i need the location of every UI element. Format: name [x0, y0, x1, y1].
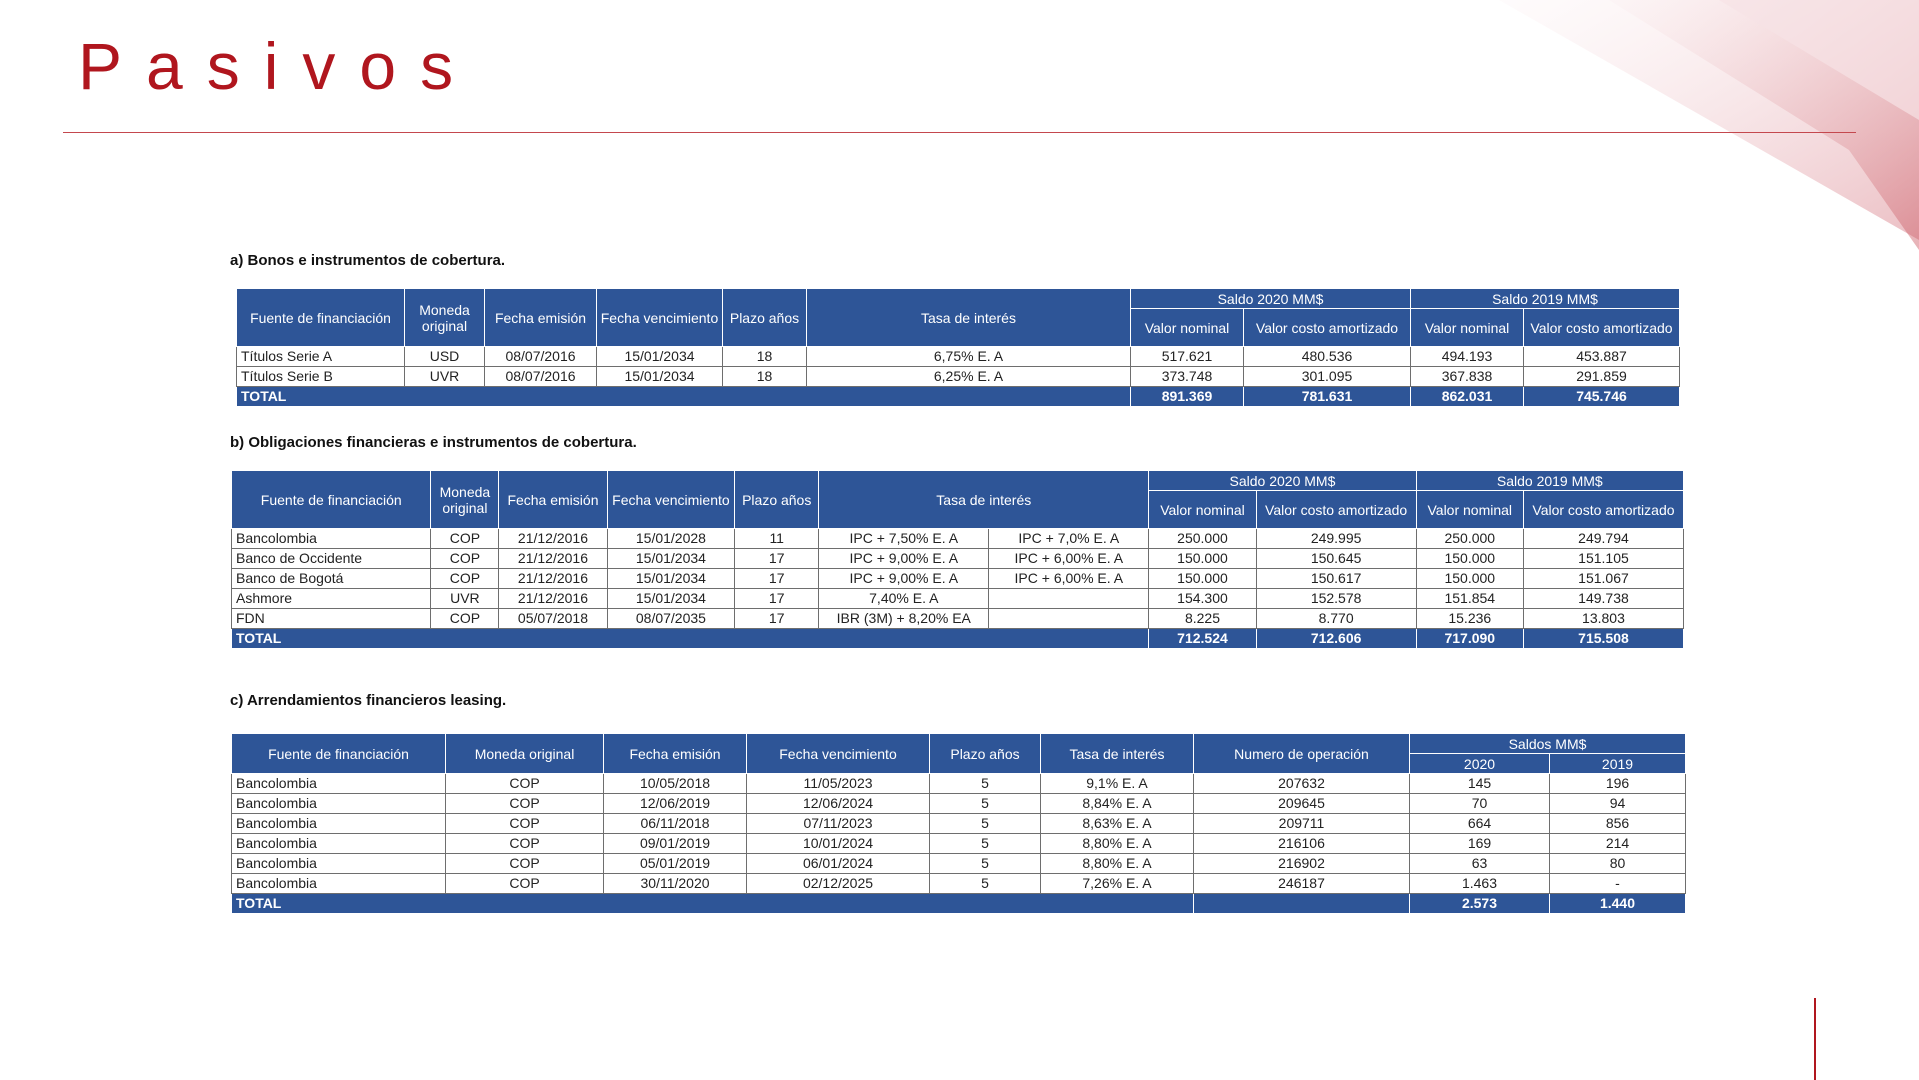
cell-vn-2019: 150.000 — [1416, 549, 1523, 569]
cell-vencimiento: 06/01/2024 — [747, 854, 930, 874]
cell-moneda: COP — [446, 774, 604, 794]
col-saldo-2020: Saldo 2020 MM$ — [1131, 289, 1411, 309]
table-row — [237, 367, 1680, 387]
cell-vc-2019: 249.794 — [1523, 529, 1683, 549]
cell-2019: 856 — [1550, 814, 1686, 834]
table-row — [232, 549, 1684, 569]
cell-numero: 209645 — [1194, 794, 1410, 814]
cell-fuente: Banco de Bogotá — [232, 569, 431, 589]
cell-fuente: Bancolombia — [232, 854, 446, 874]
total-label: TOTAL — [232, 629, 1149, 649]
col-fecha-emision: Fecha emisión — [604, 734, 747, 774]
cell-plazo: 5 — [930, 774, 1041, 794]
cell-fuente: Bancolombia — [232, 874, 446, 894]
cell-emision: 21/12/2016 — [499, 549, 607, 569]
cell-vn-2019: 494.193 — [1411, 347, 1524, 367]
col-valor-costo-2019: Valor costo amortizado — [1524, 309, 1680, 347]
col-fecha-vencimiento: Fecha vencimiento — [597, 289, 723, 347]
table-row — [232, 589, 1684, 609]
col-fuente: Fuente de financiación — [232, 471, 431, 529]
section-heading-leasing: c) Arrendamientos financieros leasing. — [230, 692, 507, 709]
cell-tasa-1: 7,40% E. A — [819, 589, 989, 609]
cell-emision: 05/01/2019 — [604, 854, 747, 874]
cell-2019: 80 — [1550, 854, 1686, 874]
table-row — [232, 874, 1686, 894]
total-vc-2020: 712.606 — [1256, 629, 1416, 649]
table-row — [232, 794, 1686, 814]
col-2020: 2020 — [1410, 754, 1550, 774]
cell-vc-2019: 151.105 — [1523, 549, 1683, 569]
cell-vencimiento: 10/01/2024 — [747, 834, 930, 854]
cell-vc-2019: 453.887 — [1524, 347, 1680, 367]
cell-2020: 63 — [1410, 854, 1550, 874]
cell-plazo: 17 — [735, 549, 819, 569]
cell-vn-2019: 367.838 — [1411, 367, 1524, 387]
cell-plazo: 5 — [930, 854, 1041, 874]
cell-plazo: 5 — [930, 874, 1041, 894]
cell-vn-2019: 151.854 — [1416, 589, 1523, 609]
cell-emision: 21/12/2016 — [499, 569, 607, 589]
cell-plazo: 5 — [930, 794, 1041, 814]
cell-emision: 05/07/2018 — [499, 609, 607, 629]
cell-numero: 207632 — [1194, 774, 1410, 794]
cell-emision: 21/12/2016 — [499, 589, 607, 609]
cell-moneda: UVR — [405, 367, 485, 387]
cell-2019: 94 — [1550, 794, 1686, 814]
cell-plazo: 5 — [930, 834, 1041, 854]
total-vc-2019: 715.508 — [1523, 629, 1683, 649]
cell-fuente: Bancolombia — [232, 794, 446, 814]
cell-moneda: COP — [431, 569, 499, 589]
total-2020: 2.573 — [1410, 894, 1550, 914]
col-tasa: Tasa de interés — [1041, 734, 1194, 774]
leasing-table — [231, 733, 1686, 914]
col-valor-costo-2019: Valor costo amortizado — [1523, 491, 1683, 529]
vertical-accent-line — [1814, 998, 1816, 1080]
col-plazo: Plazo años — [930, 734, 1041, 774]
col-valor-nominal-2019: Valor nominal — [1416, 491, 1523, 529]
cell-tasa-1: IBR (3M) + 8,20% EA — [819, 609, 989, 629]
col-valor-nominal-2020: Valor nominal — [1131, 309, 1244, 347]
cell-vn-2020: 373.748 — [1131, 367, 1244, 387]
cell-2020: 664 — [1410, 814, 1550, 834]
cell-vencimiento: 02/12/2025 — [747, 874, 930, 894]
table-row — [237, 347, 1680, 367]
cell-moneda: UVR — [431, 589, 499, 609]
cell-plazo: 18 — [723, 367, 807, 387]
table-row — [232, 834, 1686, 854]
col-2019: 2019 — [1550, 754, 1686, 774]
col-numero-operacion: Numero de operación — [1194, 734, 1410, 774]
cell-vc-2020: 152.578 — [1256, 589, 1416, 609]
table-row — [232, 569, 1684, 589]
cell-fuente: FDN — [232, 609, 431, 629]
cell-vencimiento: 07/11/2023 — [747, 814, 930, 834]
total-2019: 1.440 — [1550, 894, 1686, 914]
cell-vencimiento: 11/05/2023 — [747, 774, 930, 794]
total-label: TOTAL — [237, 387, 1131, 407]
cell-moneda: COP — [446, 854, 604, 874]
cell-vencimiento: 15/01/2034 — [607, 549, 735, 569]
cell-plazo: 17 — [735, 589, 819, 609]
total-row — [232, 629, 1684, 649]
cell-2020: 70 — [1410, 794, 1550, 814]
col-moneda: Moneda original — [446, 734, 604, 774]
cell-tasa: 8,80% E. A — [1041, 854, 1194, 874]
cell-tasa-2: IPC + 6,00% E. A — [989, 569, 1149, 589]
cell-numero: 216902 — [1194, 854, 1410, 874]
col-moneda: Moneda original — [431, 471, 499, 529]
cell-emision: 12/06/2019 — [604, 794, 747, 814]
cell-tasa: 8,84% E. A — [1041, 794, 1194, 814]
cell-emision: 21/12/2016 — [499, 529, 607, 549]
cell-fuente: Bancolombia — [232, 814, 446, 834]
cell-plazo: 11 — [735, 529, 819, 549]
obligaciones-table — [231, 470, 1684, 649]
cell-2020: 145 — [1410, 774, 1550, 794]
cell-moneda: COP — [446, 834, 604, 854]
table-row — [232, 814, 1686, 834]
total-vn-2019: 862.031 — [1411, 387, 1524, 407]
cell-emision: 09/01/2019 — [604, 834, 747, 854]
cell-vn-2019: 150.000 — [1416, 569, 1523, 589]
cell-fuente: Bancolombia — [232, 529, 431, 549]
cell-vc-2020: 8.770 — [1256, 609, 1416, 629]
col-moneda: Moneda original — [405, 289, 485, 347]
total-label: TOTAL — [232, 894, 1194, 914]
cell-vencimiento: 12/06/2024 — [747, 794, 930, 814]
cell-moneda: COP — [446, 874, 604, 894]
corner-decoration — [1459, 0, 1919, 260]
cell-emision: 30/11/2020 — [604, 874, 747, 894]
table-row — [232, 854, 1686, 874]
cell-vc-2019: 291.859 — [1524, 367, 1680, 387]
cell-2020: 1.463 — [1410, 874, 1550, 894]
cell-2019: - — [1550, 874, 1686, 894]
total-numero-empty — [1194, 894, 1410, 914]
col-saldo-2019: Saldo 2019 MM$ — [1411, 289, 1680, 309]
total-row — [237, 387, 1680, 407]
cell-fuente: Títulos Serie B — [237, 367, 405, 387]
total-vn-2019: 717.090 — [1416, 629, 1523, 649]
cell-vencimiento: 15/01/2028 — [607, 529, 735, 549]
col-fecha-emision: Fecha emisión — [485, 289, 597, 347]
cell-fuente: Ashmore — [232, 589, 431, 609]
table-row — [232, 609, 1684, 629]
cell-vencimiento: 15/01/2034 — [597, 367, 723, 387]
cell-tasa-1: IPC + 7,50% E. A — [819, 529, 989, 549]
cell-tasa-1: IPC + 9,00% E. A — [819, 569, 989, 589]
col-fuente: Fuente de financiación — [232, 734, 446, 774]
col-tasa: Tasa de interés — [807, 289, 1131, 347]
cell-tasa: 9,1% E. A — [1041, 774, 1194, 794]
col-fecha-vencimiento: Fecha vencimiento — [747, 734, 930, 774]
col-fecha-vencimiento: Fecha vencimiento — [607, 471, 735, 529]
cell-emision: 06/11/2018 — [604, 814, 747, 834]
cell-moneda: COP — [431, 609, 499, 629]
cell-vencimiento: 08/07/2035 — [607, 609, 735, 629]
section-heading-bonos: a) Bonos e instrumentos de cobertura. — [230, 252, 506, 269]
cell-vc-2019: 151.067 — [1523, 569, 1683, 589]
cell-2019: 214 — [1550, 834, 1686, 854]
cell-plazo: 18 — [723, 347, 807, 367]
cell-numero: 246187 — [1194, 874, 1410, 894]
cell-fuente: Bancolombia — [232, 834, 446, 854]
col-valor-nominal-2020: Valor nominal — [1149, 491, 1256, 529]
cell-tasa-2: IPC + 6,00% E. A — [989, 549, 1149, 569]
table-row — [232, 529, 1684, 549]
total-vn-2020: 891.369 — [1131, 387, 1244, 407]
total-row — [232, 894, 1686, 914]
cell-vn-2019: 15.236 — [1416, 609, 1523, 629]
cell-vencimiento: 15/01/2034 — [607, 589, 735, 609]
cell-moneda: COP — [431, 549, 499, 569]
total-vc-2019: 745.746 — [1524, 387, 1680, 407]
bonos-table — [236, 288, 1680, 407]
col-plazo: Plazo años — [735, 471, 819, 529]
cell-numero: 216106 — [1194, 834, 1410, 854]
cell-tasa: 6,75% E. A — [807, 347, 1131, 367]
cell-emision: 10/05/2018 — [604, 774, 747, 794]
cell-emision: 08/07/2016 — [485, 347, 597, 367]
section-heading-obligaciones: b) Obligaciones financieras e instrumentos de cobertura. — [230, 434, 637, 451]
cell-vn-2020: 517.621 — [1131, 347, 1244, 367]
col-saldo-2019: Saldo 2019 MM$ — [1416, 471, 1683, 491]
page-title: Pasivos — [78, 29, 478, 103]
cell-fuente: Títulos Serie A — [237, 347, 405, 367]
cell-vn-2020: 8.225 — [1149, 609, 1256, 629]
cell-plazo: 5 — [930, 814, 1041, 834]
cell-tasa: 8,63% E. A — [1041, 814, 1194, 834]
col-valor-nominal-2019: Valor nominal — [1411, 309, 1524, 347]
cell-fuente: Banco de Occidente — [232, 549, 431, 569]
col-plazo: Plazo años — [723, 289, 807, 347]
cell-vn-2020: 250.000 — [1149, 529, 1256, 549]
cell-tasa: 6,25% E. A — [807, 367, 1131, 387]
title-divider — [63, 132, 1856, 133]
cell-moneda: COP — [431, 529, 499, 549]
col-tasa: Tasa de interés — [819, 471, 1149, 529]
col-valor-costo-2020: Valor costo amortizado — [1244, 309, 1411, 347]
cell-vn-2020: 150.000 — [1149, 549, 1256, 569]
cell-tasa: 7,26% E. A — [1041, 874, 1194, 894]
col-fecha-emision: Fecha emisión — [499, 471, 607, 529]
cell-plazo: 17 — [735, 609, 819, 629]
cell-vc-2020: 480.536 — [1244, 347, 1411, 367]
cell-vn-2019: 250.000 — [1416, 529, 1523, 549]
cell-tasa-2 — [989, 589, 1149, 609]
cell-moneda: COP — [446, 794, 604, 814]
cell-emision: 08/07/2016 — [485, 367, 597, 387]
cell-vc-2019: 13.803 — [1523, 609, 1683, 629]
cell-2020: 169 — [1410, 834, 1550, 854]
cell-tasa-1: IPC + 9,00% E. A — [819, 549, 989, 569]
cell-vc-2020: 150.617 — [1256, 569, 1416, 589]
col-fuente: Fuente de financiación — [237, 289, 405, 347]
cell-vn-2020: 150.000 — [1149, 569, 1256, 589]
cell-tasa-2: IPC + 7,0% E. A — [989, 529, 1149, 549]
cell-moneda: USD — [405, 347, 485, 367]
cell-vc-2020: 249.995 — [1256, 529, 1416, 549]
cell-vc-2020: 301.095 — [1244, 367, 1411, 387]
cell-fuente: Bancolombia — [232, 774, 446, 794]
cell-vc-2019: 149.738 — [1523, 589, 1683, 609]
cell-plazo: 17 — [735, 569, 819, 589]
table-row — [232, 774, 1686, 794]
cell-vencimiento: 15/01/2034 — [607, 569, 735, 589]
cell-vencimiento: 15/01/2034 — [597, 347, 723, 367]
cell-tasa-2 — [989, 609, 1149, 629]
cell-vn-2020: 154.300 — [1149, 589, 1256, 609]
col-valor-costo-2020: Valor costo amortizado — [1256, 491, 1416, 529]
total-vc-2020: 781.631 — [1244, 387, 1411, 407]
cell-2019: 196 — [1550, 774, 1686, 794]
cell-numero: 209711 — [1194, 814, 1410, 834]
col-saldos: Saldos MM$ — [1410, 734, 1686, 754]
cell-moneda: COP — [446, 814, 604, 834]
cell-tasa: 8,80% E. A — [1041, 834, 1194, 854]
cell-vc-2020: 150.645 — [1256, 549, 1416, 569]
col-saldo-2020: Saldo 2020 MM$ — [1149, 471, 1416, 491]
total-vn-2020: 712.524 — [1149, 629, 1256, 649]
